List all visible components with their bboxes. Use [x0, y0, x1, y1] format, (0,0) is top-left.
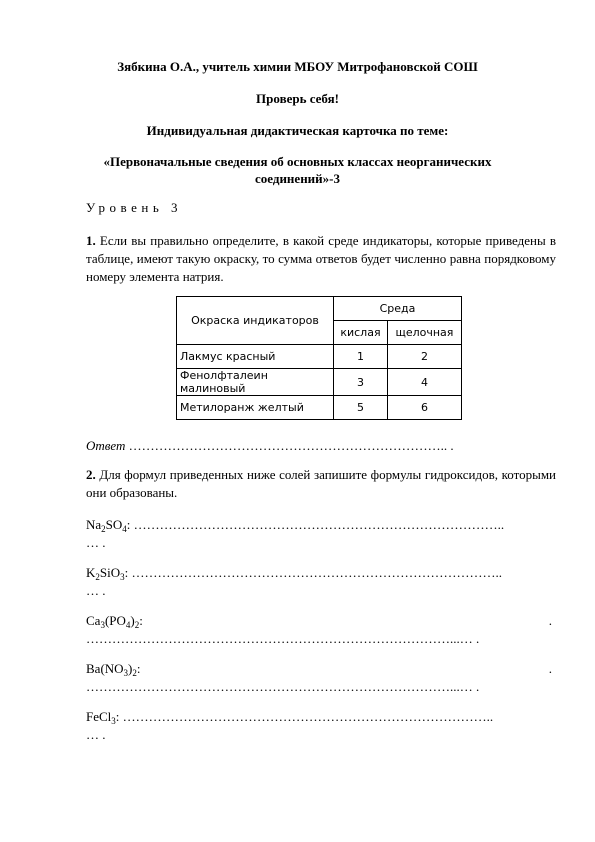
table-row [177, 396, 462, 420]
formula-label: $Na_2SO_4$: [86, 517, 134, 534]
task-2-number: 2. [86, 467, 96, 482]
answer-dots: ……………………………………………………………….. . [125, 438, 454, 453]
answer-line [86, 438, 454, 454]
formula-ca3po42 [86, 612, 556, 648]
table-cell-alkaline: 4 [387, 369, 461, 396]
indicator-table [176, 296, 462, 420]
author-line: Зябкина О.А., учитель химии МБОУ Митрофановской СОШ [117, 59, 478, 74]
formula-line: $K_2SiO_3$: ………………………………………………………………………….. [86, 565, 502, 582]
task-2-text: Для формул приведенных ниже солей запишите формулы гидроксидов, которыми они образованы. [86, 467, 557, 500]
formula-label: $Ba(NO_3)_2$: [86, 661, 141, 678]
task-1-text: Если вы правильно определите, в какой среде индикаторы, которые приведены в таблице, имеют такую окраску, то сумма ответов будет численно равна порядковому номеру элемента натрия. [86, 233, 556, 284]
task-1-number: 1. [86, 233, 96, 248]
formula-bano32 [86, 660, 556, 696]
formula-tail: … . [86, 583, 106, 598]
formula-label: $Ca_3(PO_4)_2$: [86, 613, 143, 630]
table-cell-acid: 1 [334, 345, 388, 369]
card-title: Индивидуальная дидактическая карточка по теме: [146, 123, 449, 138]
check-yourself-title: Проверь себя! [256, 91, 339, 106]
formula-line: FeCl$_3$: ………………………………………………………………………….. [86, 709, 494, 726]
table-col-header-color: Окраска индикаторов [177, 297, 334, 345]
table-row [177, 345, 462, 369]
table-subheader-alkaline: щелочная [387, 321, 461, 345]
table-cell-acid: 3 [334, 369, 388, 396]
formula-line: $Ba(NO_3)_2$: . [86, 661, 552, 678]
formula-label: FeCl$_3$: [86, 709, 123, 726]
formula-k2sio3 [86, 564, 556, 600]
topic-line-2: соединений»-3 [255, 171, 340, 186]
table-cell-alkaline: 6 [387, 396, 461, 420]
table-subheader-acid: кислая [334, 321, 388, 345]
formula-na2so4 [86, 516, 556, 552]
table-cell-indicator: Метилоранж желтый [177, 396, 334, 420]
table-cell-alkaline: 2 [387, 345, 461, 369]
level-label: Уровень 3 [86, 200, 183, 215]
table-cell-indicator: Лакмус красный [177, 345, 334, 369]
formula-line: $Na_2SO_4$: ………………………………………………………………………….. [86, 517, 505, 534]
formula-line: $Ca_3(PO_4)_2$: . [86, 613, 552, 630]
table-group-header-medium: Среда [334, 297, 462, 321]
formula-fecl3 [86, 708, 556, 744]
formula-tail: …………………………………………………………………………...… . [86, 679, 480, 694]
table-cell-indicator: Фенолфталеин малиновый [177, 369, 334, 396]
table-row [177, 369, 462, 396]
topic-line-1: «Первоначальные сведения об основных классах неорганических [103, 154, 492, 169]
formula-tail: …………………………………………………………………………...… . [86, 631, 480, 646]
formula-label: $K_2SiO_3$: [86, 565, 132, 582]
answer-label: Ответ [86, 438, 126, 453]
table-cell-acid: 5 [334, 396, 388, 420]
formula-tail: … . [86, 727, 106, 742]
formula-tail: … . [86, 535, 106, 550]
task-2 [86, 466, 556, 502]
task-1 [86, 232, 556, 286]
